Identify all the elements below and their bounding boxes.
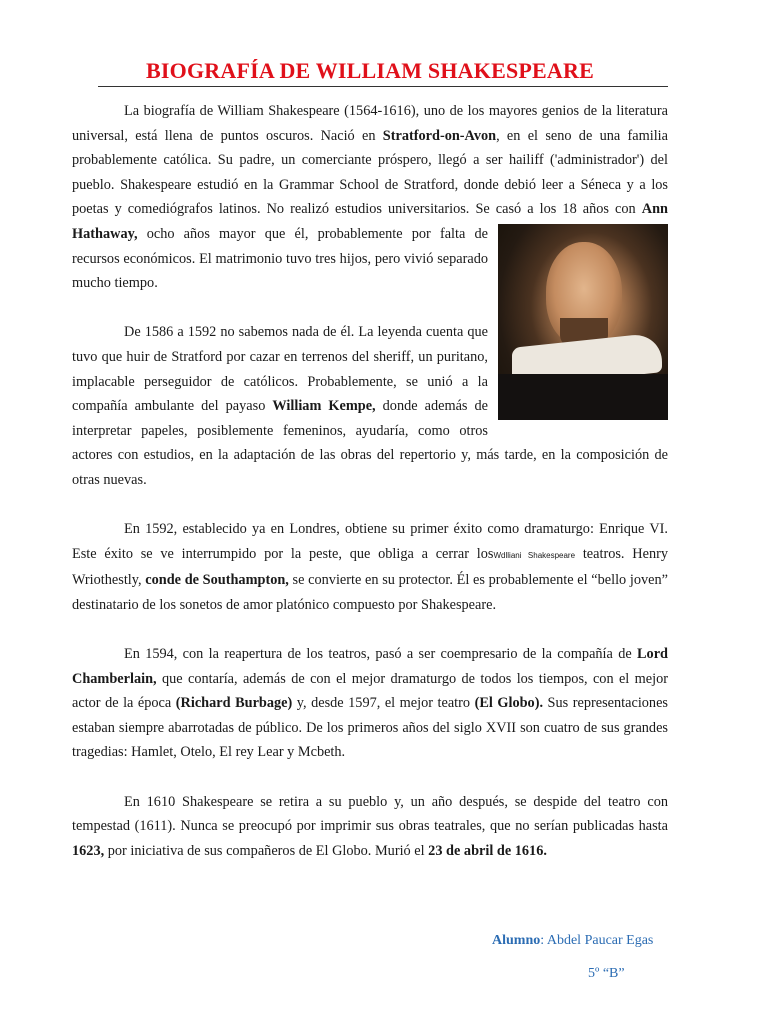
bold-william-kempe: William Kempe, [272,398,376,415]
student-label: Alumno [492,933,541,948]
bold-1623: 1623, [72,842,105,859]
title-underline [98,86,668,87]
student-line: Alumno: Abdel Paucar Egas [492,933,654,948]
bold-el-globo: (El Globo). [474,695,544,712]
paragraph-5: En 1610 Shakespeare se retira a su pueblo y, un año después, se despide del teatro con tempestad (1611). Nunca se preocupó por imprimir sus obras teatrales, que no serían publicadas hasta 1623, por iniciativa de sus compañeros de El Globo. Murió el 23 de abril de 1616. [72,793,668,859]
paragraph-1: La biografía de William Shakespeare (1564-1616), uno de los mayores genios de la literatura universal, está llena de puntos oscuros. Nació en Stratford-on-Avon, en el seno de una familia probablemente católica. Su padre, un comerciante próspero, llegó a ser hailiff ('administrador') del pueblo. Shakespeare estudió en la Grammar School de Stratford, donde debió leer a Séneca y a los poetas y comediógrafos latinos. No realizó estudios universitarios. Se casó a los 18 años con Ann Hathaway, ocho años mayor que él, probablemente por falta de recursos económicos. El matrimonio tuvo tres hijos, pero vivió separado mucho tiempo. [72,99,668,296]
document-title: BIOGRAFÍA DE WILLIAM SHAKESPEARE [146,58,594,83]
shakespeare-portrait [498,224,668,420]
portrait-coat [498,374,668,420]
document-body [72,99,668,863]
bold-ann-hathaway: Ann Hathaway, [72,201,668,242]
portrait-caption: Wdlliani Shakespeare [493,550,576,560]
bold-stratford: Stratford-on-Avon [382,127,497,144]
paragraph-3: En 1592, establecido ya en Londres, obtiene su primer éxito como dramaturgo: Enrique VI. Este éxito se ve interrumpido por la peste, que obliga a cerrar losWdlliani Shakespeare teatros. Henry Wriothestly, conde de Southampton, se convierte en su protector. Él es probablemente el “bello joven” destinatario de los sonetos de amor platónico compuesto por Shakespeare. [72,521,669,613]
bold-death-date: 23 de abril de 1616. [428,842,547,859]
bold-richard-burbage: (Richard Burbage) [175,695,293,712]
student-name: Abdel Paucar Egas [544,933,654,948]
paragraph-2: De 1586 a 1592 no sabemos nada de él. La leyenda cuenta que tuvo que huir de Stratford por cazar en terrenos del sheriff, un puritano, implacable perseguidor de católicos. Probablemente, se unió a la compañía ambulante del payaso William Kempe, donde además de interpretar papeles, posiblemente femeninos, ayudaría, como otros actores con estudios, en la adaptación de las obras del repertorio y, más tarde, en la composición de otras nuevas. [72,324,668,488]
grade-label: 5º “B” [588,966,625,981]
bold-southampton: conde de Southampton, [145,572,289,589]
paragraph-4: En 1594, con la reapertura de los teatros, pasó a ser coempresario de la compañía de Lord Chamberlain, que contaría, además de con el mejor dramaturgo de todos los tiempos, con el mejor actor de la época (Richard Burbage) y, desde 1597, el mejor teatro (El Globo). Sus representaciones estaban siempre abarrotadas de público. De los primeros años del siglo XVII son cuatro de sus grandes tragedias: Hamlet, Otelo, El rey Lear y Mcbeth. [72,646,668,761]
bold-lord-chamberlain: Lord Chamberlain, [72,646,668,687]
